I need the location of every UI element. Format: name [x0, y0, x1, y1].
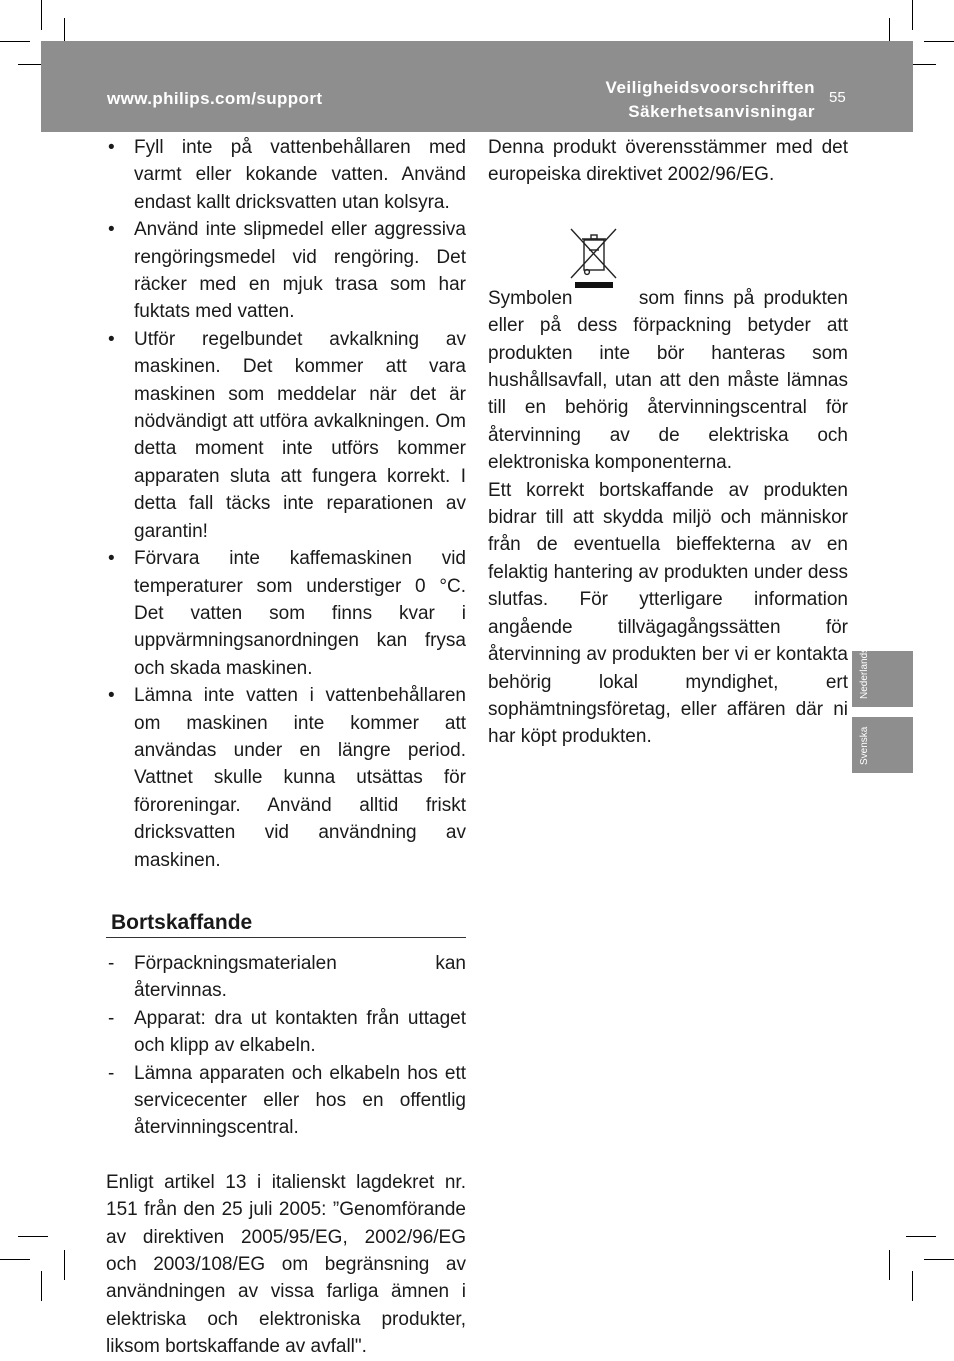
crop-mark — [924, 41, 954, 42]
symbol-paragraph: Symbolen som finns på produkten eller på dess förpackning betyder att produkten inte bör hanteras som hushållsavfall, utan att den måste lämnas till en behörig återvinningscentral för återvinning av de elektriska och elektroniska komponenterna. — [488, 287, 849, 474]
list-item: • Lämna inte vatten i vattenbehållaren om maskinen inte kommer att användas under en längre period. Vattnet skulle kunna utsättas för föroreningar. Använd alltid friskt dricksvatten vid användning av maskinen. — [106, 682, 466, 874]
page-number: 55 — [829, 89, 846, 106]
dash: - — [108, 952, 115, 974]
disposal-paragraph: Ett korrekt bortskaffande av produkten bidrar till att skydda miljö och människor från de eventuella bieffekterna av en felaktig hantering av produkten under dess slutfas. För ytterligare information angående tillvägagångssätten för återvinning av produkten ber vi er kontakta behörig lokal myndighet, ert sophämtningsföretag, eller affären där ni har köpt produkten. — [488, 479, 848, 748]
list-item: - Förpackningsmaterialen kan återvinnas. — [106, 950, 466, 1005]
bullet: • — [108, 219, 115, 241]
list-item: • Använd inte slipmedel eller aggressiva rengöringsmedel vid rengöring. Det räcker med en mjuk trasa som har fuktats med vatten. — [106, 216, 466, 326]
crop-mark — [889, 1250, 890, 1280]
bullet: • — [108, 685, 115, 707]
directive-paragraph: Denna produkt överensstämmer med det europeiska direktivet 2002/96/EG. — [488, 137, 848, 186]
crop-mark — [906, 1236, 936, 1237]
crop-mark — [18, 1236, 48, 1237]
tab-svenska[interactable] — [852, 717, 913, 773]
crop-mark — [64, 1250, 65, 1280]
crop-mark — [912, 0, 913, 30]
header-band — [41, 41, 913, 132]
tab-label: Nederlands — [859, 647, 870, 699]
bullet: • — [108, 137, 115, 158]
list-item: - Apparat: dra ut kontakten från uttaget och klipp av elkabeln. — [106, 1005, 466, 1060]
crop-mark — [0, 41, 30, 42]
crop-mark — [924, 1259, 954, 1260]
disposal-list — [106, 950, 466, 1142]
list-item: • Utför regelbundet avkalkning av maskinen. Det kommer att vara maskinen som meddelar när det är nödvändigt att utföra avkalkningen. Om detta moment inte utförs kommer apparaten sluta att fungera korrekt. I detta fall täcks inte reparationen av garantin! — [106, 326, 466, 545]
list-item: • Fyll inte på vattenbehållaren med varmt eller kokande vatten. Använd endast kallt dricksvatten utan kolsyra. — [106, 134, 466, 216]
dash: - — [108, 1062, 115, 1084]
tab-nederlands[interactable] — [852, 647, 913, 707]
list-item: • Förvara inte kaffemaskinen vid temperaturer som understiger 0 °C. Det vatten som finns kvar i uppvärmningsanordningen kan frysa och skada maskinen. — [106, 545, 466, 682]
list-item: - Lämna apparaten och elkabeln hos ett servicecenter eller hos en offentlig återvinningscentral. — [106, 1060, 466, 1142]
tab-label: Svenska — [859, 726, 870, 765]
law-paragraph: Enligt artikel 13 i italienskt lagdekret nr. 151 från den 25 juli 2005: ”Genomförande av direktiven 2005/95/EG, 2002/96/EG och 2003/108/EG om begränsning av användningen av vissa farliga ämnen i elektriska och elektroniska produkter, liksom bortskaffande av avfall". — [106, 1171, 466, 1358]
crossed-out-wheelie-bin-icon — [570, 226, 618, 290]
right-column — [488, 134, 848, 751]
support-url[interactable]: www.philips.com/support — [107, 89, 323, 108]
section-title-sv: Säkerhetsanvisningar — [628, 102, 815, 121]
dash: - — [108, 1007, 115, 1029]
bullet: • — [108, 328, 115, 350]
section-heading: Bortskaffande — [106, 909, 466, 938]
crop-mark — [41, 1271, 42, 1301]
section-title-nl: Veiligheidsvoorschriften — [605, 78, 815, 97]
crop-mark — [0, 1259, 30, 1260]
left-column — [106, 134, 466, 1361]
crop-mark — [41, 0, 42, 30]
crop-mark — [912, 1271, 913, 1301]
bullet: • — [108, 548, 115, 570]
safety-list — [106, 134, 466, 874]
